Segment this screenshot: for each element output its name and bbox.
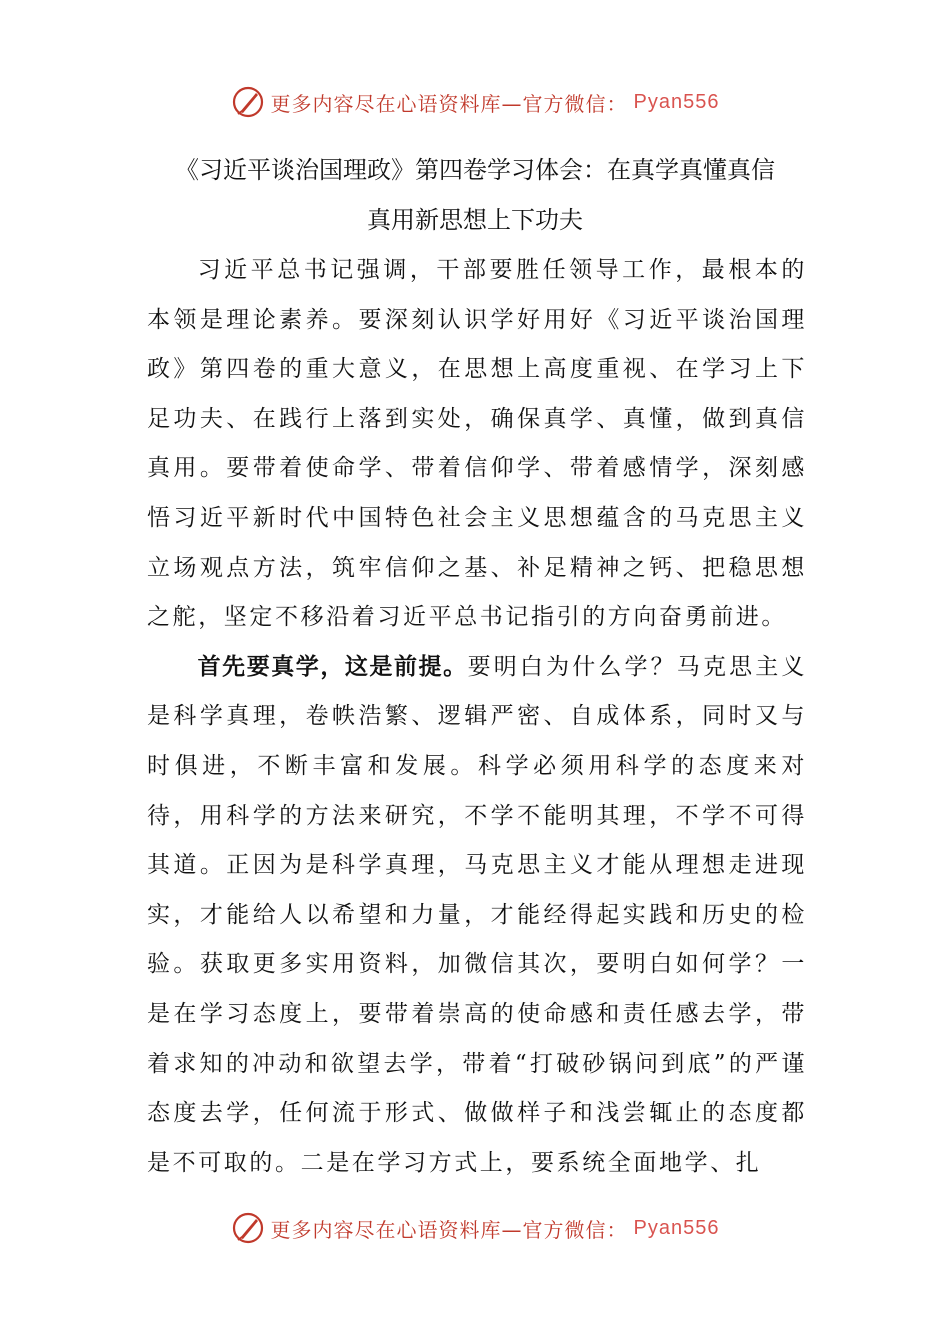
document-body	[147, 246, 807, 1188]
watermark-contact: Pyan556	[633, 90, 720, 113]
quill-logo-icon	[231, 1211, 265, 1245]
watermark-contact: Pyan556	[633, 1216, 720, 1239]
paragraph-lead-heading: 首先要真学，这是前提。	[197, 653, 468, 680]
document-title-line2: 真用新思想上下功夫	[367, 206, 583, 234]
paragraph-true-study-text: 要明白为什么学？马克思主义是科学真理，卷帙浩繁、逻辑严密、自成体系，同时又与时俱进，不断丰富和发展。科学必须用科学的态度来对待，用科学的方法来研究，不学不能明其理，不学不可得其道。正因为是科学真理，马克思主义才能从理想走进现实，才能给人以希望和力量，才能经得起实践和历史的检验。获取更多实用资料，加微信其次，要明白如何学？一是在学习态度上，要带着崇高的使命感和责任感去学，带着求知的冲动和欲望去学，带着“打破砂锅问到底”的严谨态度去学，任何流于形式、做做样子和浅尝辄止的态度都是不可取的。二是在学习方式上，要系统全面地学、扎	[147, 653, 807, 1176]
header-watermark	[0, 80, 950, 124]
paragraph-true-study	[147, 643, 807, 1189]
watermark-text: 更多内容尽在心语资料库—官方微信：	[270, 1217, 628, 1242]
document-title-line1: 《习近平谈治国理政》第四卷学习体会：在真学真懂真信	[175, 156, 775, 184]
quill-logo-icon	[231, 85, 265, 119]
paragraph-intro: 习近平总书记强调，干部要胜任领导工作，最根本的本领是理论素养。要深刻认识学好用好《习近平谈治国理政》第四卷的重大意义，在思想上高度重视、在学习上下足功夫、在践行上落到实处，确保真学、真懂，做到真信真用。要带着使命学、带着信仰学、带着感情学，深刻感悟习近平新时代中国特色社会主义思想蕴含的马克思主义立场观点方法，筑牢信仰之基、补足精神之钙、把稳思想之舵，坚定不移沿着习近平总书记指引的方向奋勇前进。	[147, 257, 807, 631]
footer-watermark	[0, 1206, 950, 1250]
watermark-text: 更多内容尽在心语资料库—官方微信：	[270, 91, 628, 116]
